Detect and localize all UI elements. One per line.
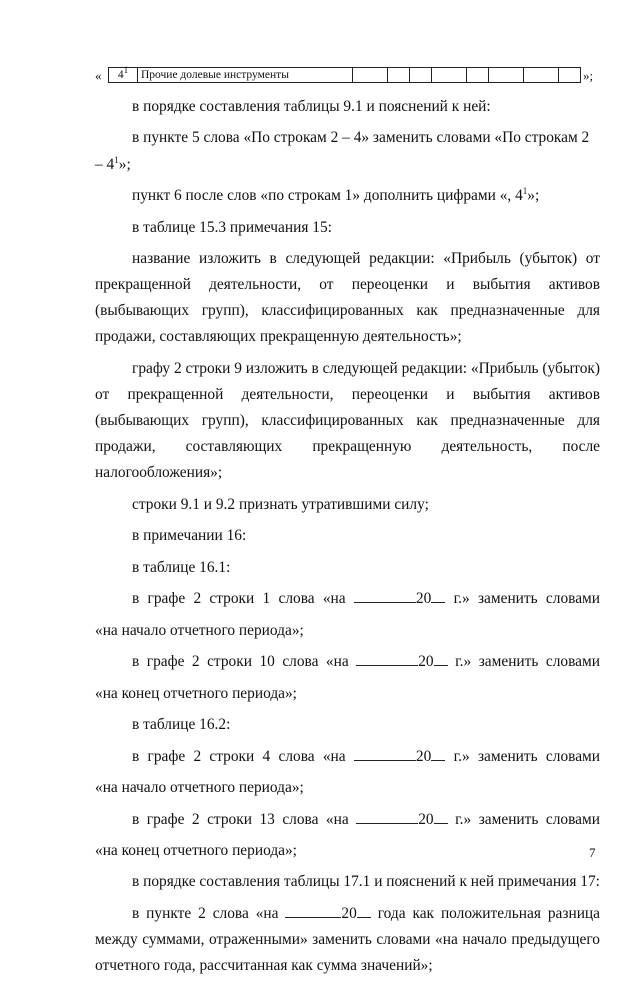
- blank-line: [354, 588, 416, 603]
- paragraph: [95, 744, 600, 770]
- paragraph: [95, 807, 600, 833]
- text: г.» заменить словами: [455, 810, 600, 828]
- text: в графе 2 строки 1 слова «на: [132, 590, 346, 608]
- blank-line: [434, 651, 448, 666]
- paragraph: «на конец отчетного периода»;: [95, 841, 297, 859]
- text: г.» заменить словами: [455, 653, 600, 671]
- text: пункт 6 после слов «по строкам 1» дополнить цифрами «, 4: [132, 187, 523, 205]
- paragraph: «на начало отчетного периода»;: [95, 779, 304, 797]
- blank-line: [434, 809, 448, 824]
- text: года как положительная разница между суммами, отраженными» заменить словами «на начало предыдущего отчетного года, рассчитанная как сумма значений»;: [95, 904, 600, 975]
- paragraph: в таблице 15.3 примечания 15:: [132, 218, 332, 236]
- superscript: 1: [522, 185, 528, 196]
- empty-cell: [559, 68, 581, 83]
- superscript: 1: [114, 154, 119, 165]
- paragraph: графу 2 строки 9 изложить в следующей редакции: «Прибыль (убыток) от прекращенной деятельности, переоценки и выбытия активов (выбывающих групп), классифицированных как предназначенные для продажи, составляющих прекращенную деятельность, после налогообложения»;: [95, 359, 600, 482]
- empty-cell: [388, 68, 410, 83]
- paragraph: «на начало отчетного периода»;: [95, 621, 304, 639]
- paragraph: [95, 649, 600, 675]
- text: в графе 2 строки 10 слова «на: [132, 653, 349, 671]
- empty-cell: [353, 68, 388, 83]
- paragraph: [95, 183, 600, 209]
- text: в пункте 2 слова «на: [132, 904, 279, 922]
- row-number: 4: [117, 69, 124, 81]
- paragraph: название изложить в следующей редакции: «Прибыль (убыток) от прекращенной деятельности, от переоценки и выбытия активов (выбывающих групп), классифицированных как предназначенные для продажи, составляющих прекращенную деятельность»;: [95, 250, 600, 346]
- paragraph: [95, 586, 600, 612]
- empty-cell: [432, 68, 467, 83]
- paragraph: [95, 125, 600, 177]
- open-quote: «: [95, 68, 102, 83]
- text: 20: [418, 653, 434, 671]
- blank-line: [431, 746, 445, 761]
- empty-cell: [467, 68, 489, 83]
- table-row: [108, 67, 581, 83]
- blank-line: [356, 651, 418, 666]
- document-body: [95, 94, 600, 985]
- row-number-cell: [109, 65, 138, 83]
- text: »;: [527, 187, 540, 205]
- page-number: 7: [589, 845, 596, 860]
- row-number-sup: 1: [123, 65, 129, 76]
- text: в графе 2 строки 4 слова «на: [132, 747, 346, 765]
- text: »;: [118, 155, 131, 173]
- paragraph: в таблице 16.2:: [132, 716, 231, 734]
- empty-cell: [489, 68, 524, 83]
- blank-line: [354, 746, 416, 761]
- text: 20: [415, 747, 432, 765]
- paragraph: в таблице 16.1:: [132, 558, 231, 576]
- close-quote: »;: [583, 68, 594, 83]
- paragraph: строки 9.1 и 9.2 признать утратившими силу;: [132, 495, 429, 513]
- text: г.» заменить словами: [453, 590, 601, 608]
- row-name-cell: Прочие долевые инструменты: [138, 68, 353, 83]
- text: 20: [415, 590, 432, 608]
- blank-line: [431, 588, 445, 603]
- text: в пункте 5 слова «По строкам 2 – 4» заменить словами «По строкам 2 – 4: [95, 129, 590, 173]
- blank-line: [285, 903, 341, 918]
- text: 20: [341, 904, 357, 922]
- blank-line: [356, 809, 418, 824]
- paragraph: в порядке составления таблицы 17.1 и пояснений к ней примечания 17:: [132, 873, 600, 891]
- blank-line: [357, 903, 371, 918]
- paragraph: в примечании 16:: [132, 527, 247, 545]
- paragraph: [95, 901, 600, 979]
- table-row-fragment: [95, 66, 605, 88]
- text: в графе 2 строки 13 слова «на: [132, 810, 349, 828]
- text: г.» заменить словами: [453, 747, 601, 765]
- paragraph: в порядке составления таблицы 9.1 и пояснений к ней:: [132, 98, 491, 115]
- paragraph: «на конец отчетного периода»;: [95, 684, 297, 702]
- empty-cell: [524, 68, 559, 83]
- text: 20: [418, 810, 434, 828]
- empty-cell: [410, 68, 432, 83]
